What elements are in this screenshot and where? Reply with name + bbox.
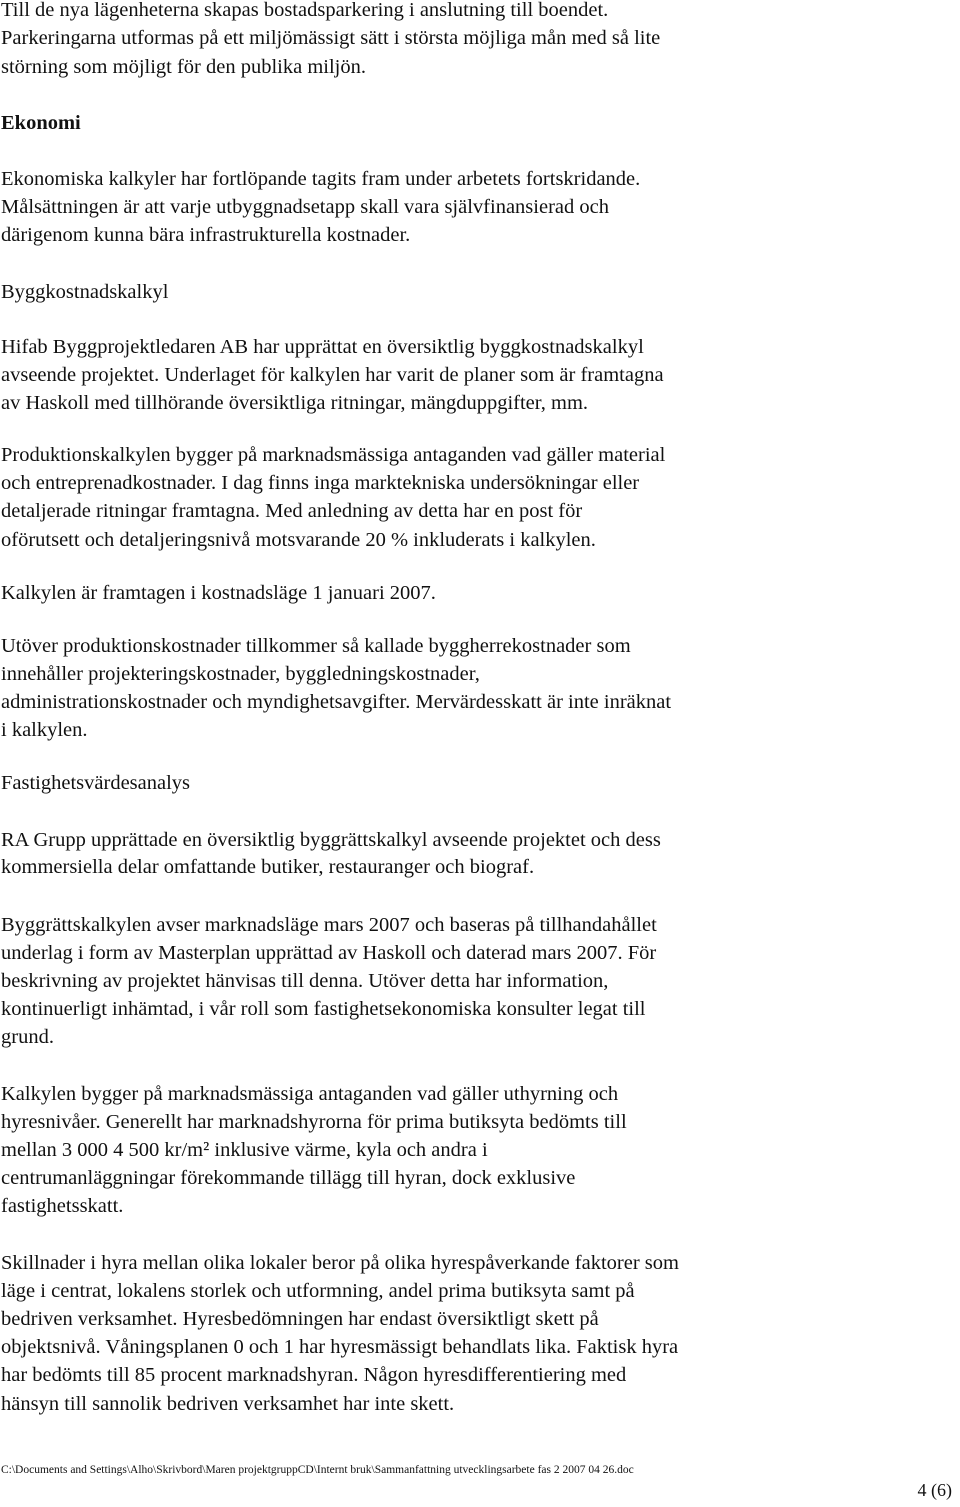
text-line: Hifab Byggprojektledaren AB har upprättat en översiktlig byggkostnadskalkyl (1, 336, 644, 358)
text-line: Ekonomiska kalkyler har fortlöpande tagits fram under arbetets fortskridande. (1, 168, 641, 190)
text-line: administrationskostnader och myndighetsavgifter. Mervärdesskatt är inte inräknat (1, 691, 672, 713)
page-number: 4 (6) (917, 1480, 952, 1500)
text-line: underlag i form av Masterplan upprättad av Haskoll och daterad mars 2007. För (1, 942, 657, 964)
text-line: Produktionskalkylen bygger på marknadsmässiga antaganden vad gäller material (1, 444, 666, 466)
footer-file-path: C:\Documents and Settings\Alho\Skrivbord\Maren projektgruppCD\Internt bruk\Sammanfattning utvecklingsarbete fas 2 2007 04 26.doc (1, 1464, 634, 1476)
text-line: Skillnader i hyra mellan olika lokaler beror på olika hyrespåverkande faktorer som (1, 1252, 679, 1274)
text-line: Kalkylen är framtagen i kostnadsläge 1 januari 2007. (1, 582, 436, 604)
text-line: i kalkylen. (1, 719, 88, 741)
text-line: centrumanläggningar förekommande tillägg till hyran, dock exklusive (1, 1167, 576, 1189)
text-line: Parkeringarna utformas på ett miljömässigt sätt i största möjliga mån med så lite (1, 27, 661, 49)
subsection-heading-byggkostnadskalkyl: Byggkostnadskalkyl (1, 281, 169, 303)
text-line: därigenom kunna bära infrastrukturella kostnader. (1, 224, 411, 246)
text-line: fastighetsskatt. (1, 1195, 124, 1217)
text-line: kontinuerligt inhämtad, i vår roll som fastighetsekonomiska konsulter legat till (1, 998, 646, 1020)
text-line: RA Grupp upprättade en översiktlig byggrättskalkyl avseende projektet och dess (1, 829, 661, 851)
text-line: Utöver produktionskostnader tillkommer så kallade byggherrekostnader som (1, 635, 631, 657)
text-line: bedriven verksamhet. Hyresbedömningen har endast översiktligt skett på (1, 1308, 599, 1330)
text-line: Målsättningen är att varje utbyggnadsetapp skall vara självfinansierad och (1, 196, 609, 218)
section-heading-ekonomi: Ekonomi (1, 112, 81, 134)
subsection-heading-fastighetsvardesanalys: Fastighetsvärdesanalys (1, 772, 191, 794)
text-line: detaljerade ritningar framtagna. Med anledning av detta har en post för (1, 500, 583, 522)
text-line: av Haskoll med tillhörande översiktliga ritningar, mängduppgifter, mm. (1, 392, 589, 414)
text-line: Byggrättskalkylen avser marknadsläge mars 2007 och baseras på tillhandahållet (1, 914, 657, 936)
text-line: grund. (1, 1026, 54, 1048)
text-line: mellan 3 000 4 500 kr/m² inklusive värme, kyla och andra i (1, 1139, 488, 1161)
text-line: beskrivning av projektet hänvisas till denna. Utöver detta har information, (1, 970, 609, 992)
text-line: Till de nya lägenheterna skapas bostadsparkering i anslutning till boendet. (1, 0, 609, 21)
text-line: läge i centrat, lokalens storlek och utformning, andel prima butiksyta samt på (1, 1280, 635, 1302)
text-line: innehåller projekteringskostnader, byggledningskostnader, (1, 663, 480, 685)
text-line: objektsnivå. Våningsplanen 0 och 1 har hyresmässigt behandlats lika. Faktisk hyra (1, 1336, 679, 1358)
text-line: hyresnivåer. Generellt har marknadshyrorna för prima butiksyta bedömts till (1, 1111, 627, 1133)
text-line: avseende projektet. Underlaget för kalkylen har varit de planer som är framtagna (1, 364, 664, 386)
text-line: och entreprenadkostnader. I dag finns inga marktekniska undersökningar eller (1, 472, 640, 494)
text-line: Kalkylen bygger på marknadsmässiga antaganden vad gäller uthyrning och (1, 1083, 619, 1105)
text-line: kommersiella delar omfattande butiker, restauranger och biograf. (1, 856, 535, 878)
text-line: hänsyn till sannolik bedriven verksamhet har inte skett. (1, 1393, 455, 1415)
text-line: störning som möjligt för den publika miljön. (1, 56, 366, 78)
text-line: har bedömts till 85 procent marknadshyran. Någon hyresdifferentiering med (1, 1364, 627, 1386)
text-line: oförutsett och detaljeringsnivå motsvarande 20 % inkluderats i kalkylen. (1, 529, 596, 551)
